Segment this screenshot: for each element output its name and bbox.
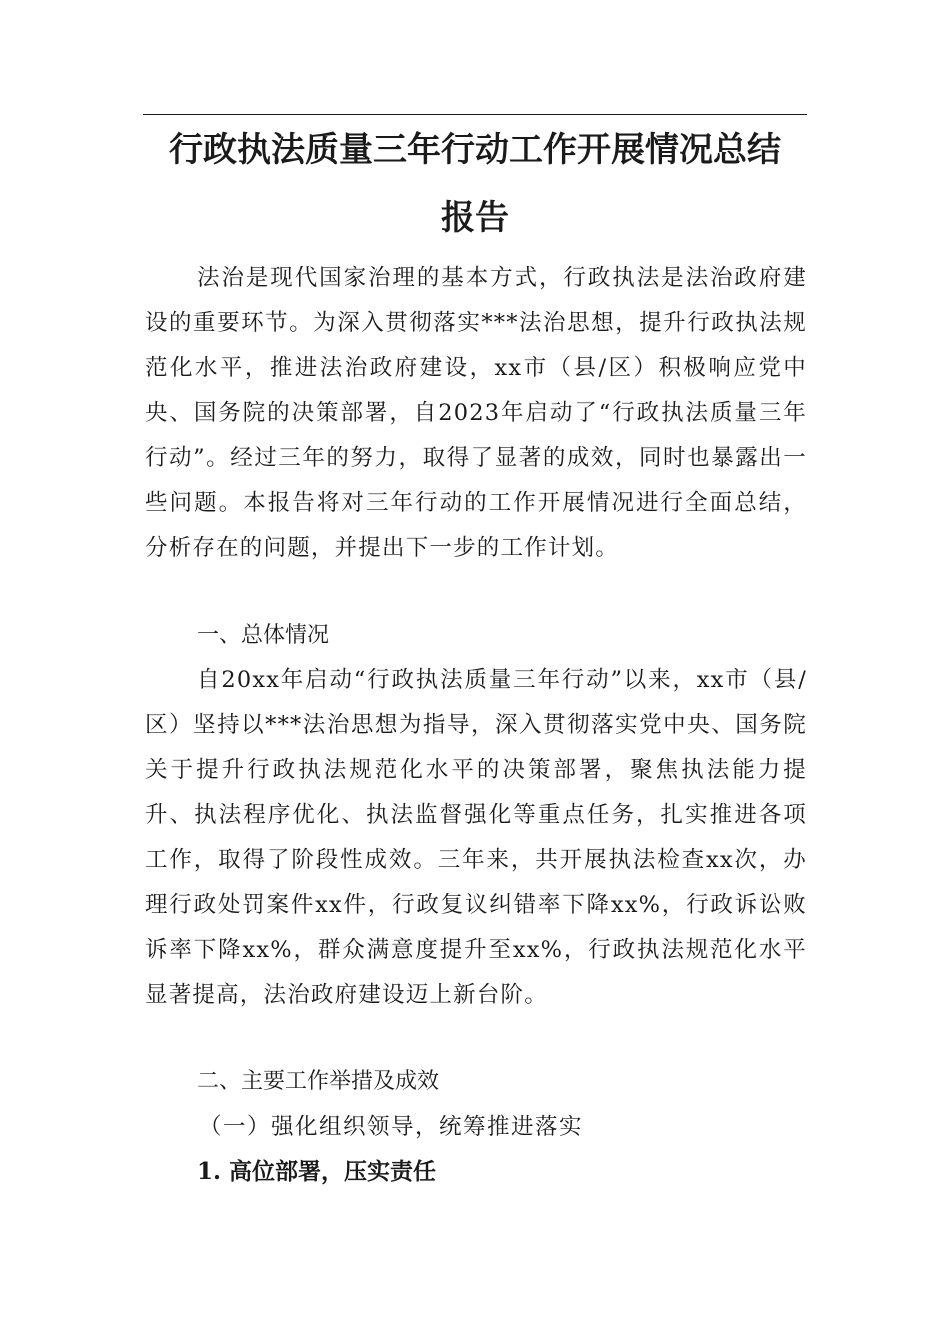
section-1-heading: 一、总体情况 <box>197 623 330 648</box>
section-1-paragraph: 自20xx年启动“行政执法质量三年行动”以来，xx市（县/区）坚持以***法治思想为指导，深入贯彻落实党中央、国务院关于提升行政执法规范化水平的决策部署，聚焦执法能力提升、执法程序优化、执法监督强化等重点任务，扎实推进各项工作，取得了阶段性成效。三年来，共开展执法检查xx次，办理行政处罚案件xx件，行政复议纠错率下降xx%，行政诉讼败诉率下降xx%，群众满意度提升至xx%，行政执法规范化水平显著提高，法治政府建设迈上新台阶。 <box>145 667 807 1008</box>
intro-paragraph: 法治是现代国家治理的基本方式，行政执法是法治政府建设的重要环节。为深入贯彻落实***法治思想，提升行政执法规范化水平，推进法治政府建设，xx市（县/区）积极响应党中央、国务院的决策部署，自2023年启动了“行政执法质量三年行动”。经过三年的努力，取得了显著的成效，同时也暴露出一些问题。本报告将对三年行动的工作开展情况进行全面总结，分析存在的问题，并提出下一步的工作计划。 <box>145 265 807 561</box>
document-title-line-1: 行政执法质量三年行动工作开展情况总结 <box>169 130 781 170</box>
document-title-line-2: 报告 <box>441 198 509 238</box>
subsection-1-heading: （一）强化组织领导，统筹推进落实 <box>199 1114 584 1140</box>
item-1-heading: 1. 高位部署，压实责任 <box>197 1158 437 1185</box>
header-rule <box>143 114 807 115</box>
section-2-heading: 二、主要工作举措及成效 <box>197 1069 440 1094</box>
